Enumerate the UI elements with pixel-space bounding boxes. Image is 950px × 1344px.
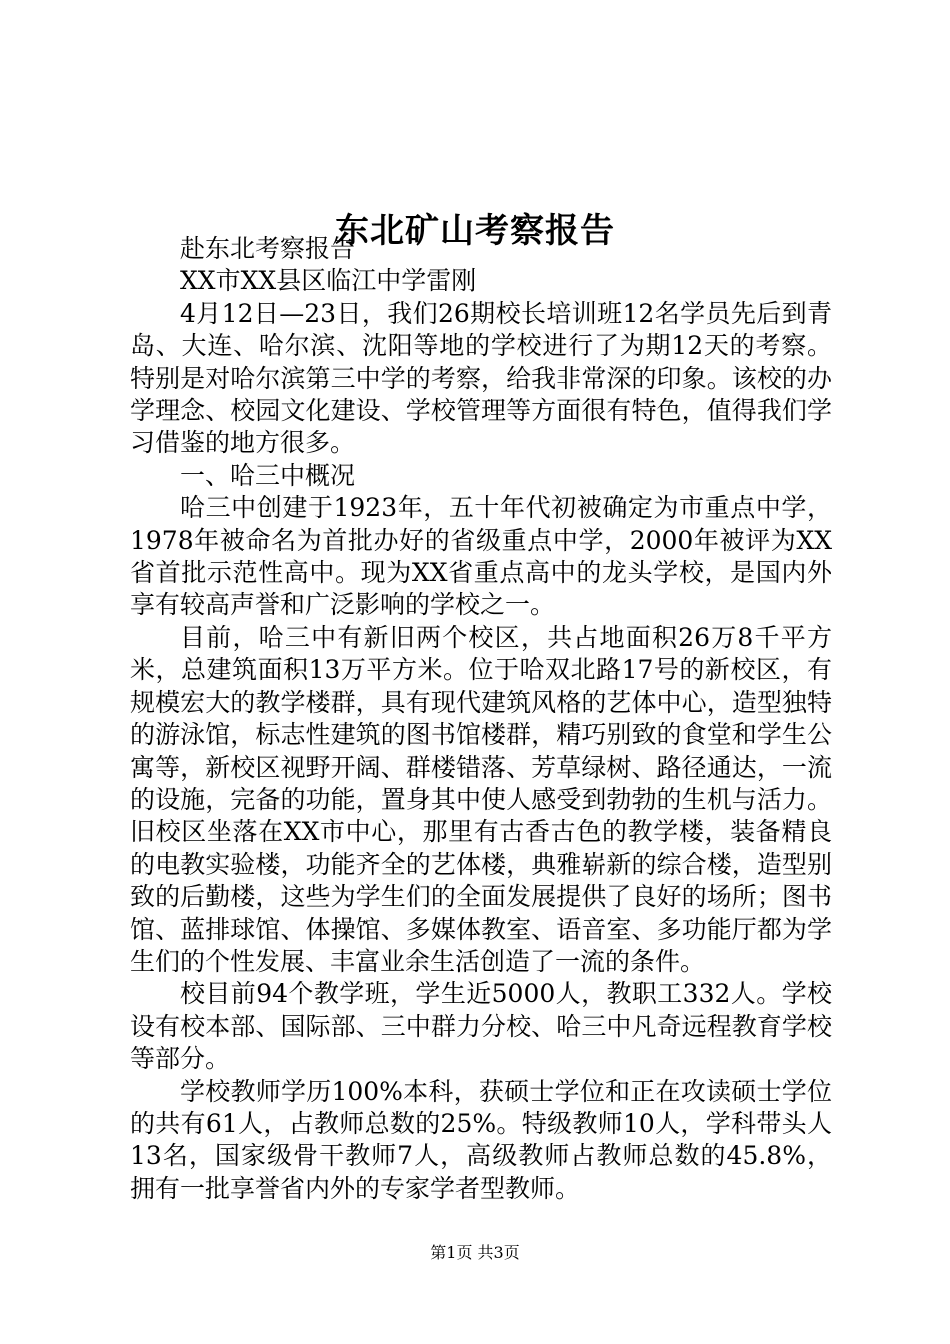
paragraph-history: 哈三中创建于1923年，五十年代初被确定为市重点中学，1978年被命名为首批办好的省级重点中学，2000年被评为XX省首批示范性高中。现为XX省重点高中的龙头学校，是国内外享有较高声誉和广泛影响的学校之一。	[130, 493, 832, 620]
paragraph-intro: 4月12日—23日，我们26期校长培训班12名学员先后到青岛、大连、哈尔滨、沈阳等地的学校进行了为期12天的考察。特别是对哈尔滨第三中学的考察，给我非常深的印象。该校的办学理念、校园文化建设、学校管理等方面很有特色，值得我们学习借鉴的地方很多。	[130, 298, 832, 458]
document-body	[130, 233, 832, 1205]
document-title: 东北矿山考察报告	[335, 210, 615, 251]
page-footer	[0, 1242, 950, 1264]
paragraph-subtitle: 赴东北考察报告	[180, 234, 356, 263]
page-number: 第1页	[430, 1243, 473, 1262]
paragraph-author: XX市XX县区临江中学雷刚	[180, 266, 477, 296]
paragraph-classes: 校目前94个教学班，学生近5000人，教职工332人。学校设有校本部、国际部、三中群力分校、哈三中凡奇远程教育学校等部分。	[130, 979, 832, 1074]
paragraph-teachers: 学校教师学历100%本科，获硕士学位和正在攻读硕士学位的共有61人，占教师总数的25%。特级教师10人，学科带头人13名，国家级骨干教师7人，高级教师占教师总数的45.8%，拥有一批享誉省内外的专家学者型教师。	[130, 1076, 832, 1203]
section-heading-overview: 一、哈三中概况	[180, 460, 356, 490]
page-total: 共3页	[477, 1243, 520, 1262]
paragraph-campus: 目前，哈三中有新旧两个校区，共占地面积26万8千平方米，总建筑面积13万平方米。位于哈双北路17号的新校区，有规模宏大的教学楼群，具有现代建筑风格的艺体中心，造型独特的游泳馆，标志性建筑的图书馆楼群，精巧别致的食堂和学生公寓等，新校区视野开阔、群楼错落、芳草绿树、路径通达，一流的设施，完备的功能，置身其中使人感受到勃勃的生机与活力。旧校区坐落在XX市中心，那里有古香古色的教学楼，装备精良的电教实验楼，功能齐全的艺体楼，典雅崭新的综合楼，造型别致的后勤楼，这些为学生们的全面发展提供了良好的场所；图书馆、蓝排球馆、体操馆、多媒体教室、语音室、多功能厅都为学生们的个性发展、丰富业余生活创造了一流的条件。	[130, 622, 832, 976]
